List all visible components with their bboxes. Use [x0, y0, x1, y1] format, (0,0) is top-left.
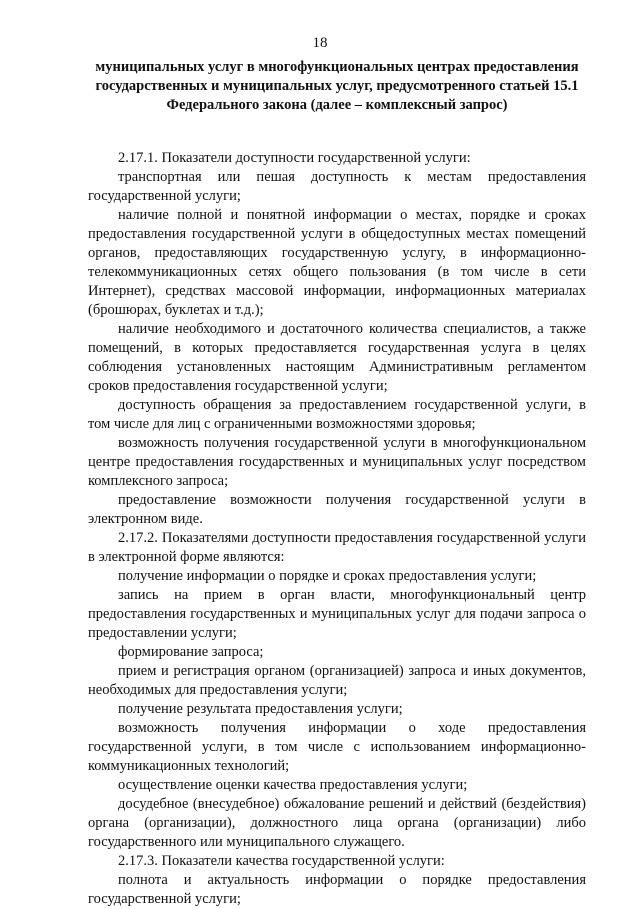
- paragraph-2-17-2-title: 2.17.2. Показателями доступности предоставления государственной услуги в электронной форме являются:: [88, 530, 586, 565]
- paragraph-result-receipt: получение результата предоставления услуги;: [118, 701, 403, 717]
- paragraph-2-17-3-title: 2.17.3. Показатели качества государственной услуги:: [118, 853, 445, 869]
- paragraph-specialists-premises: наличие необходимого и достаточного количества специалистов, а также помещений, в которых предоставляется государственная услуга в целях соблюдения установленных настоящим Административным регламентом сроков предоставления государственной услуги;: [88, 321, 586, 394]
- document-body: [88, 149, 586, 909]
- paragraph-appointment-booking: запись на прием в орган власти, многофункциональный центр предоставления государственных и муниципальных услуг для подачи запроса о предоставлении услуги;: [88, 587, 586, 641]
- section-heading: муниципальных услуг в многофункциональных центрах предоставления государственных и муниципальных услуг, предусмотренного статьей 15.1 Федерального закона (далее – комплексный запрос): [95, 59, 579, 113]
- paragraph-transport-access: транспортная или пешая доступность к местам предоставления государственной услуги;: [88, 169, 586, 204]
- paragraph-info-completeness: полнота и актуальность информации о порядке предоставления государственной услуги;: [88, 872, 586, 907]
- paragraph-progress-info: возможность получения информации о ходе предоставления государственной услуги, в том числе с использованием информационно-коммуникационных технологий;: [88, 720, 586, 774]
- paragraph-accessibility: доступность обращения за предоставлением государственной услуги, в том числе для лиц с ограниченными возможностями здоровья;: [88, 397, 586, 432]
- paragraph-quality-evaluation: осуществление оценки качества предоставления услуги;: [118, 777, 468, 793]
- paragraph-request-forming: формирование запроса;: [118, 644, 264, 660]
- paragraph-mfc-complex-request: возможность получения государственной услуги в многофункциональном центре предоставления государственных и муниципальных услуг посредством комплексного запроса;: [88, 435, 586, 489]
- paragraph-request-registration: прием и регистрация органом (организацией) запроса и иных документов, необходимых для предоставления услуги;: [88, 663, 586, 698]
- paragraph-pretrial-appeal: досудебное (внесудебное) обжалование решений и действий (бездействия) органа (организации), должностного лица органа (организации) либо государственного или муниципального служащего.: [88, 796, 586, 850]
- page-number: 18: [312, 35, 328, 51]
- paragraph-electronic-form: предоставление возможности получения государственной услуги в электронном виде.: [88, 492, 586, 527]
- paragraph-2-17-1-title: 2.17.1. Показатели доступности государственной услуги:: [118, 150, 471, 166]
- paragraph-information-availability: наличие полной и понятной информации о местах, порядке и сроках предоставления государственной услуги в общедоступных местах помещений органов, предоставляющих государственную услугу, в информационно-телекоммуникационных сетях общего пользования (в том числе в сети Интернет), средствах массовой информации, информационных материалах (брошюрах, буклетах и т.д.);: [88, 207, 586, 318]
- paragraph-info-order-terms: получение информации о порядке и сроках предоставления услуги;: [118, 568, 537, 584]
